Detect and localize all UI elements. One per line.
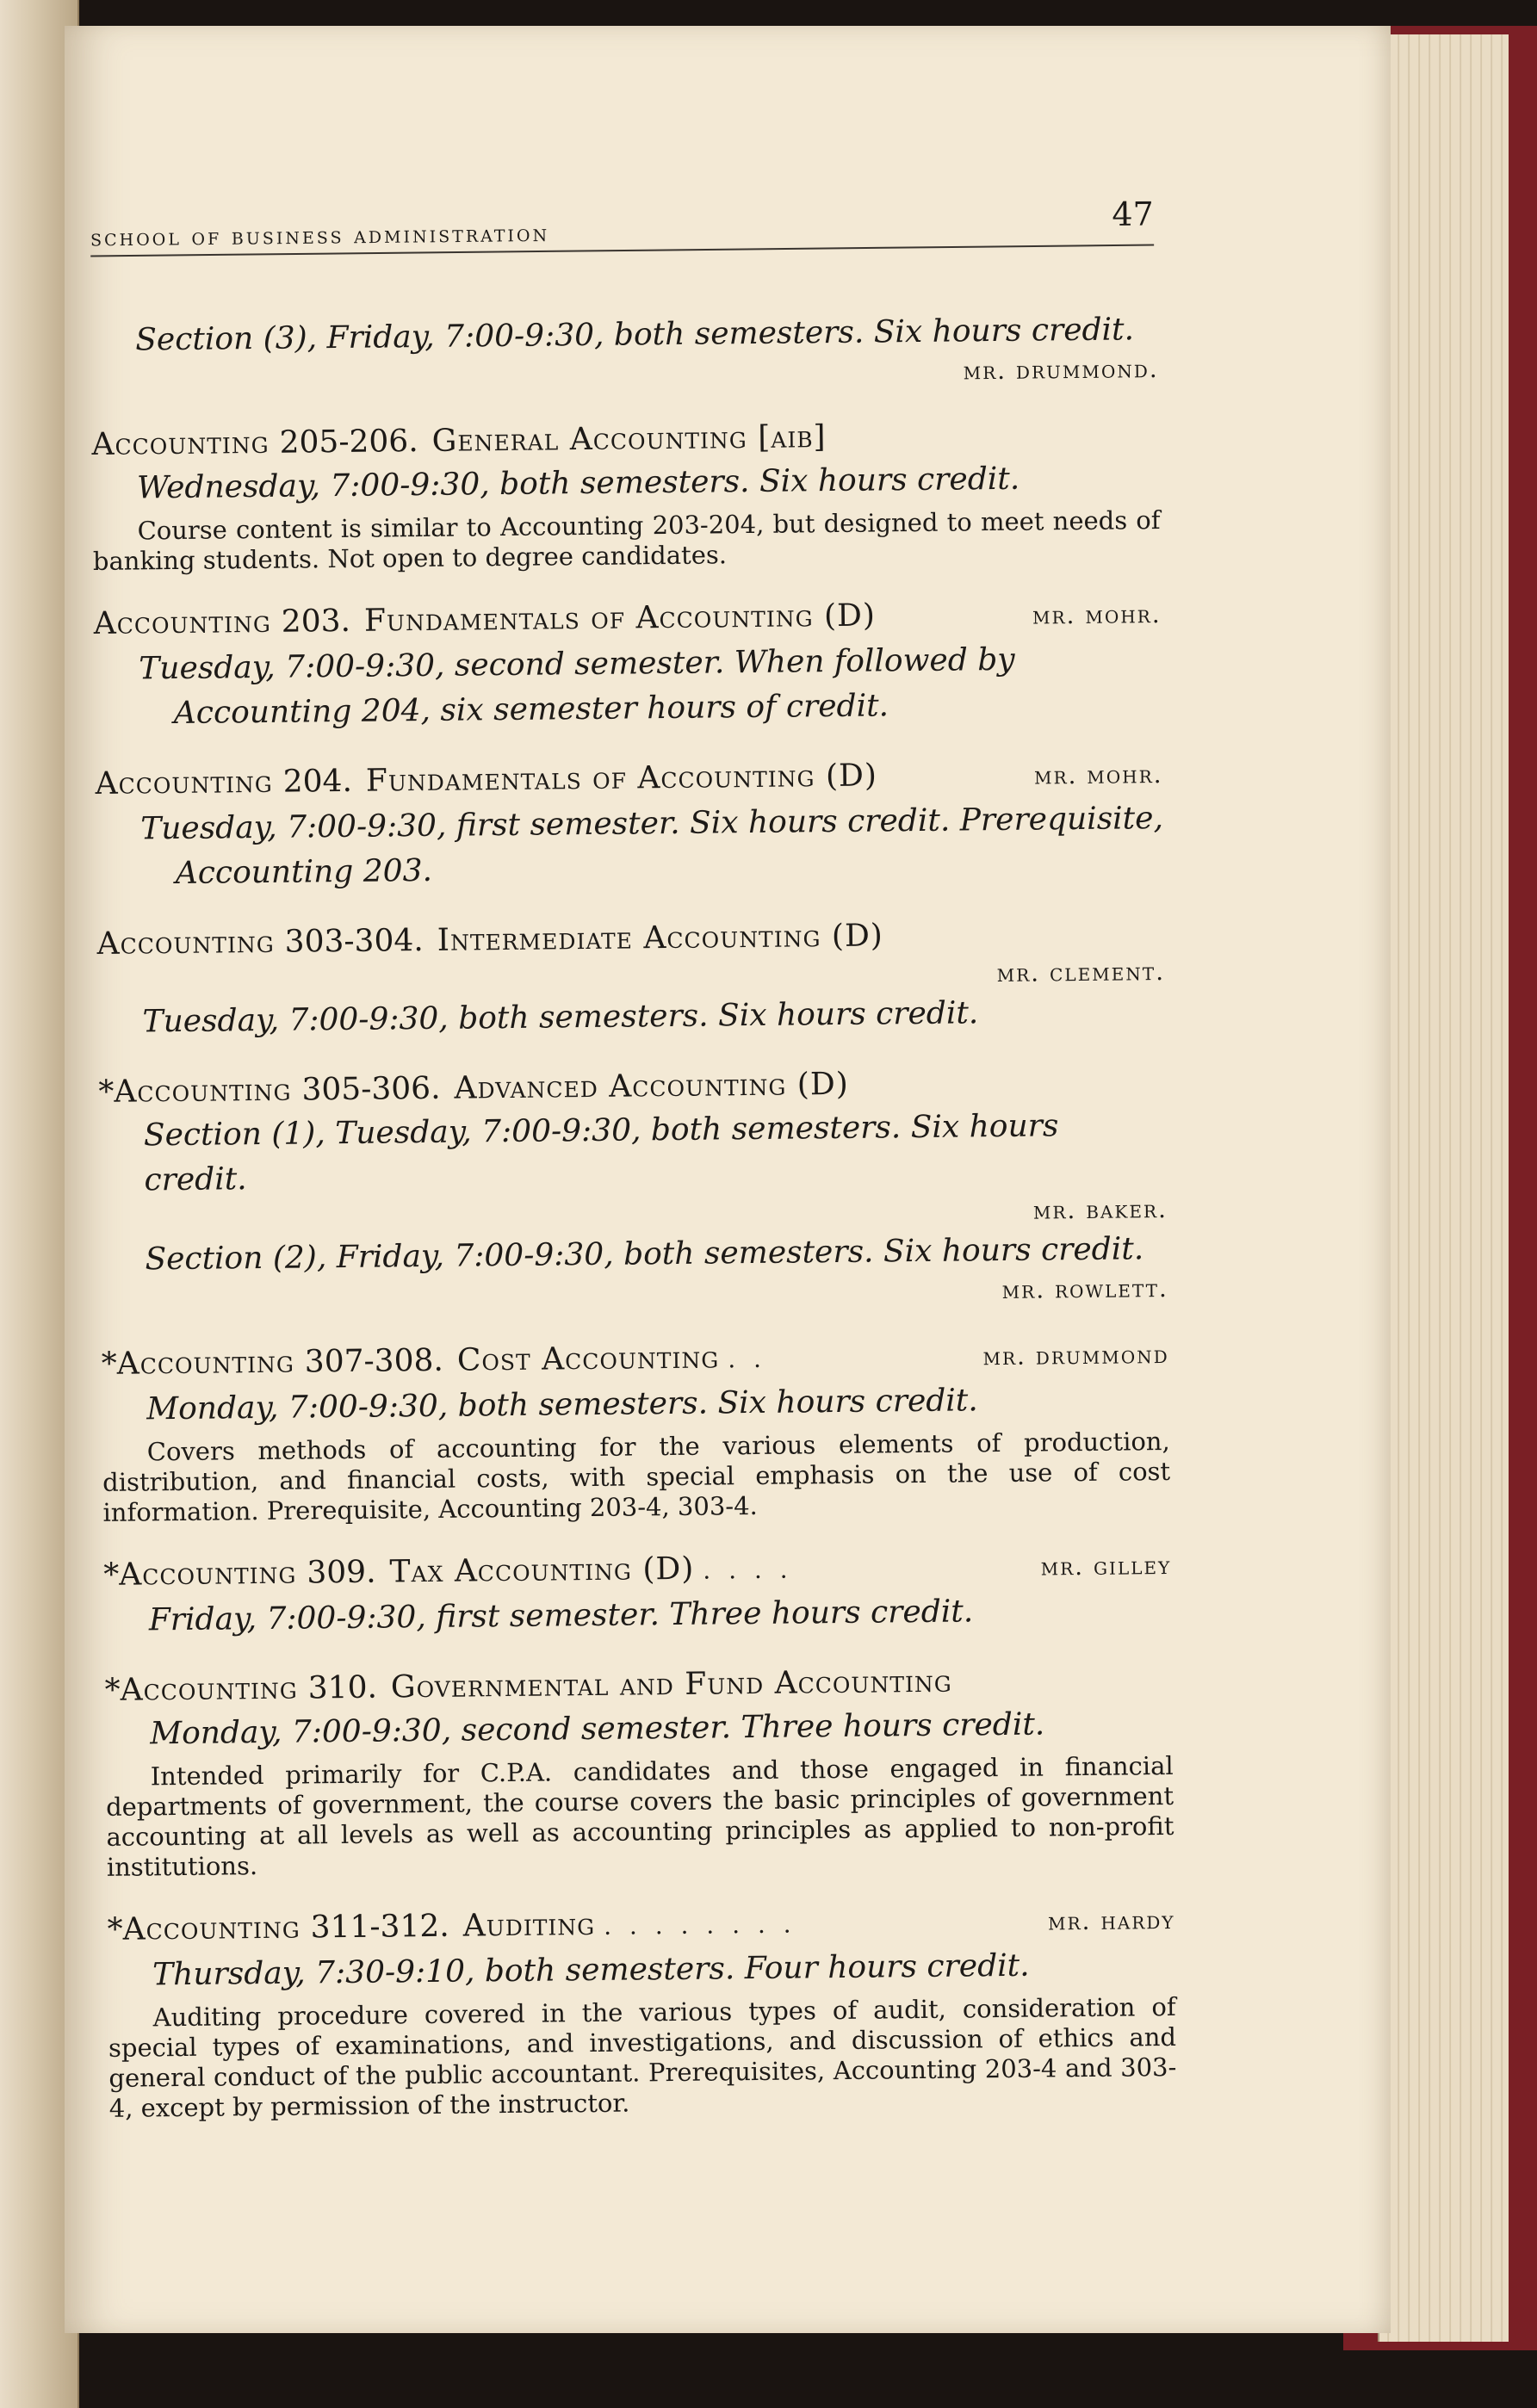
section-schedule: Section (2), Friday, 7:00-9:30, both semesters. Six hours credit. [145, 1231, 1144, 1278]
course-title: Tax Accounting (D) [389, 1551, 695, 1590]
course-number: 307-308. [304, 1342, 444, 1380]
instructor: mr. baker. [1032, 1194, 1168, 1225]
course-schedule: Monday, 7:00-9:30, second semester. Three hours credit. [150, 1706, 1045, 1752]
course-entry [104, 1658, 1174, 1883]
page-number: 47 [1112, 195, 1155, 234]
required-asterisk: * [107, 1911, 123, 1947]
course-dept: Accounting [122, 1910, 301, 1947]
course-entry [95, 752, 1164, 897]
instructor: mr. drummond [982, 1340, 1169, 1371]
course-schedule: Monday, 7:00-9:30, both semesters. Six hours credit. [146, 1383, 978, 1427]
course-number: 309. [307, 1554, 376, 1591]
course-title: General Accounting [aib] [431, 419, 827, 459]
leader-dots: . . [728, 1344, 767, 1374]
course-description: Intended primarily for C.P.A. candidates and those engaged in financial departments of government, the course covers the basic principles of government accounting at all levels as well as accounting principles as applied to non-profit institutions. [105, 1750, 1174, 1882]
required-asterisk: * [98, 1074, 115, 1110]
course-listing [90, 307, 1177, 2150]
course-entry [93, 591, 1162, 737]
course-entry [96, 912, 1165, 1045]
course-entry [101, 1332, 1170, 1528]
course-number: 205-206. [279, 424, 418, 461]
instructor: mr. clement. [996, 956, 1166, 988]
course-schedule: Friday, 7:00-9:30, first semester. Three hours credit. [148, 1594, 974, 1638]
instructor: mr. rowlett. [1001, 1273, 1169, 1304]
page-edges [1378, 34, 1509, 2342]
instructor: mr. hardy [1047, 1905, 1175, 1936]
course-schedule: Thursday, 7:30-9:10, both semesters. Four hours credit. [152, 1947, 1030, 1993]
course-dept: Accounting [114, 1072, 292, 1110]
course-dept: Accounting [93, 604, 272, 641]
required-asterisk: * [103, 1557, 120, 1593]
course-dept: Accounting [119, 1555, 297, 1593]
instructor: mr. mohr. [1032, 599, 1162, 630]
course-number: 203. [281, 603, 351, 640]
course-number: 305-306. [301, 1070, 441, 1108]
course-title: Auditing [462, 1906, 596, 1944]
course-title: Advanced Accounting (D) [454, 1066, 849, 1106]
course-number: 310. [307, 1669, 378, 1706]
course-dept: Accounting [116, 1344, 295, 1382]
section-schedule: Section (1), Tuesday, 7:00-9:30, both semesters. Six hours credit. [143, 1108, 1059, 1198]
course-entry [91, 412, 1161, 577]
course-dept: Accounting [96, 924, 275, 962]
course-number: 303-304. [284, 922, 424, 960]
course-schedule: Tuesday, 7:00-9:30, second semester. When followed by Accounting 204, six semester hours of credit. [139, 641, 1015, 732]
course-description: Course content is similar to Accounting 203-204, but designed to meet needs of banking students. Not open to degree candidates. [92, 505, 1161, 576]
course-dept: Accounting [120, 1670, 298, 1708]
course-description: Covers methods of accounting for the various elements of production, distribution, and financial costs, with special emphasis on the use of cost information. Prerequisite, Accounting 203-4, 303-4. [102, 1426, 1171, 1527]
page-header [90, 195, 1155, 257]
course-title: Cost Accounting [456, 1340, 720, 1378]
book-page [65, 26, 1391, 2333]
course-title: Fundamentals of Accounting (D) [363, 597, 877, 639]
course-schedule: Tuesday, 7:00-9:30, both semesters. Six hours credit. [142, 995, 979, 1040]
course-dept: Accounting [91, 424, 270, 462]
continuation-section [90, 307, 1159, 398]
course-schedule: Wednesday, 7:00-9:30, both semesters. Six hours credit. [136, 461, 1020, 506]
course-entry [107, 1897, 1177, 2124]
course-title: Intermediate Accounting (D) [437, 918, 884, 958]
section-schedule: Section (3), Friday, 7:00-9:30, both semesters. Six hours credit. [135, 312, 1135, 358]
course-number: 311-312. [310, 1908, 449, 1946]
required-asterisk: * [104, 1672, 121, 1708]
course-title: Governmental and Fund Accounting [390, 1663, 952, 1705]
instructor: mr. mohr. [1033, 759, 1163, 790]
course-number: 204. [282, 763, 353, 800]
instructor: mr. drummond. [963, 355, 1159, 386]
course-entry [103, 1543, 1172, 1644]
course-schedule: Tuesday, 7:00-9:30, first semester. Six hours credit. Prerequisite, Accounting 203. [139, 800, 1164, 891]
running-head: school of business administration [90, 220, 550, 252]
required-asterisk: * [101, 1346, 117, 1382]
course-dept: Accounting [95, 764, 273, 802]
course-description: Auditing procedure covered in the various types of audit, consideration of special types of examinations, and investigations, and discussion of ethics and general conduct of the public accountant. Prerequisites, Accounting 203-4 and 303-4, except by permission of the instructor. [108, 1991, 1177, 2123]
course-title: Fundamentals of Accounting (D) [365, 758, 878, 799]
leader-dots: . . . . . . . . [603, 1910, 796, 1941]
leader-dots: . . . . [703, 1555, 793, 1585]
instructor: mr. gilley [1040, 1551, 1172, 1582]
course-entry [98, 1060, 1168, 1317]
